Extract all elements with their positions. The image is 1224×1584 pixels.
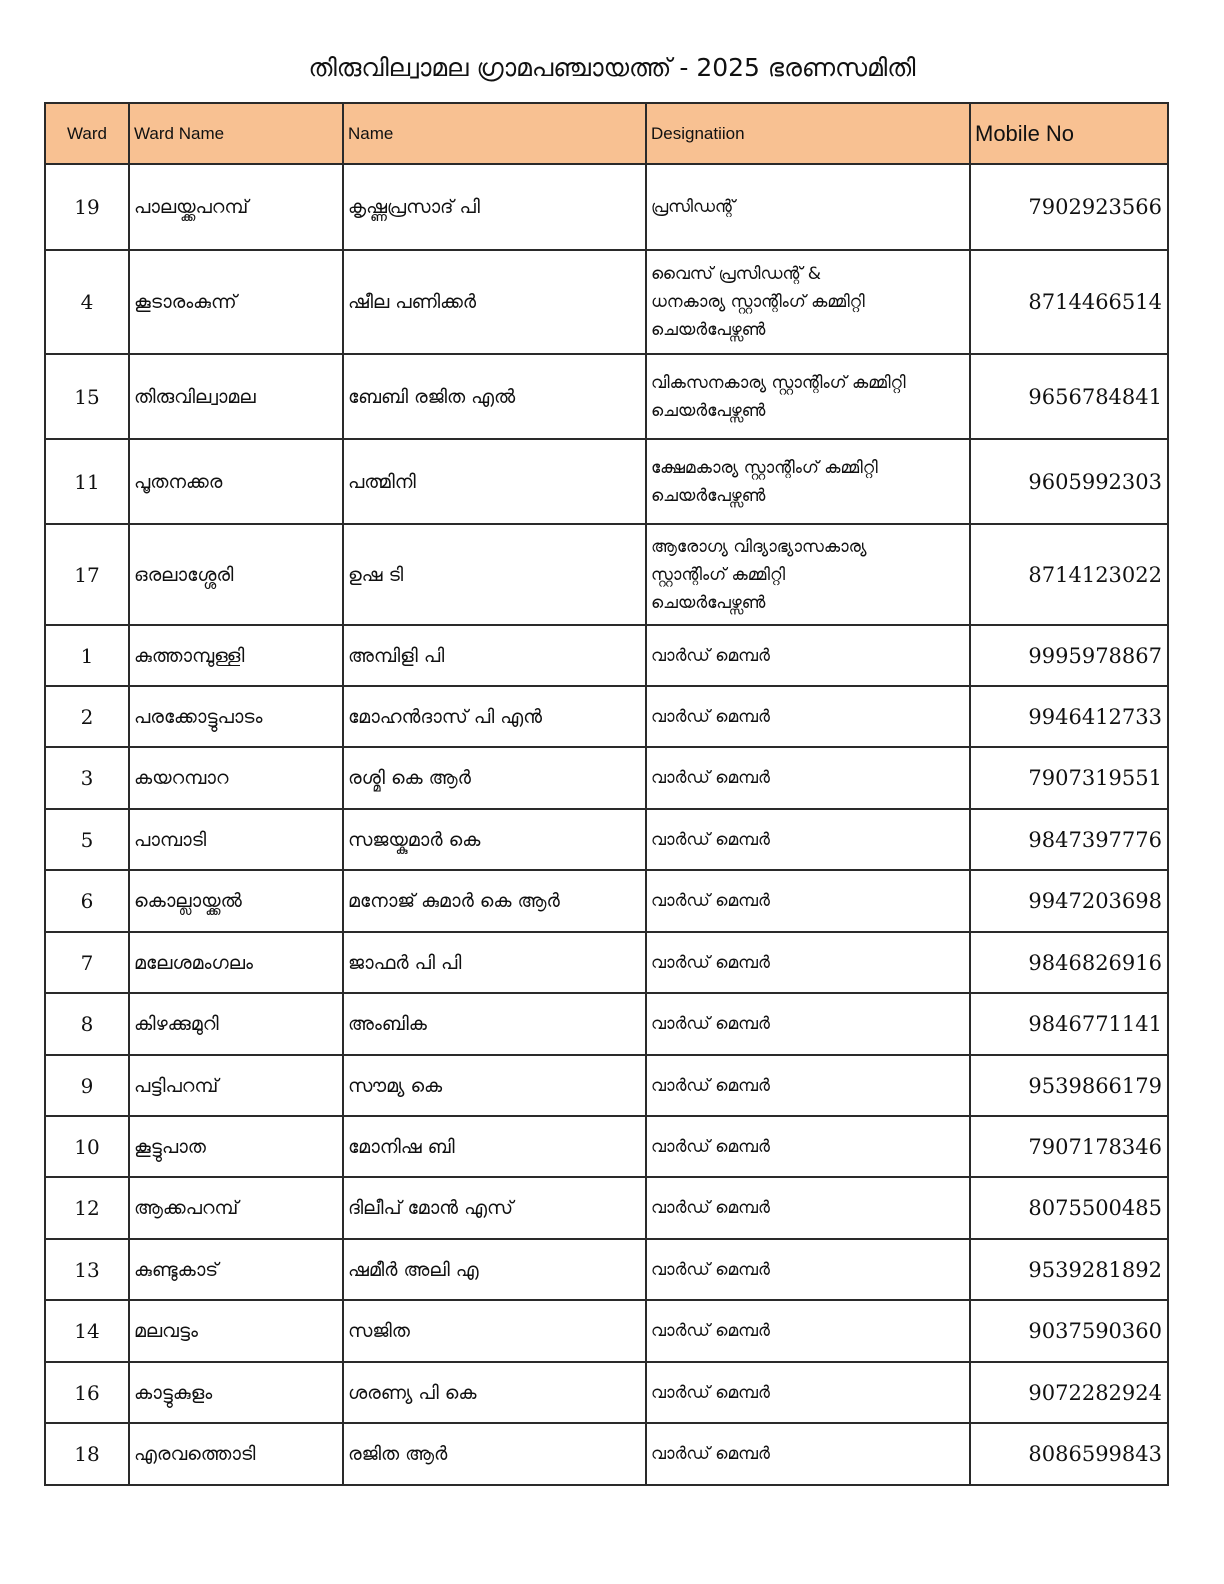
table-row	[45, 1362, 1168, 1423]
mobile-cell: 9605992303	[970, 439, 1168, 524]
table-row	[45, 932, 1168, 993]
mobile-cell: 9072282924	[970, 1362, 1168, 1423]
mobile-cell: 8714123022	[970, 524, 1168, 625]
ward-cell: 13	[45, 1239, 129, 1300]
member-name-cell: പത്മിനി	[343, 439, 646, 524]
designation-cell: വാർഡ് മെമ്പർ	[646, 993, 970, 1055]
mobile-cell: 8086599843	[970, 1423, 1168, 1485]
ward-name-cell: ആക്കപറമ്പ്	[129, 1177, 343, 1239]
designation-cell: വാർഡ് മെമ്പർ	[646, 1055, 970, 1116]
member-name-cell: രശ്മി കെ ആർ	[343, 747, 646, 809]
table-row	[45, 1423, 1168, 1485]
designation-cell: ആരോഗ്യ വിദ്യാഭ്യാസകാര്യ സ്റ്റാന്റിംഗ് കമ്മിറ്റി ചെയർപേഴ്സൺ	[646, 524, 970, 625]
member-name-cell: അംബിക	[343, 993, 646, 1055]
member-name-cell: ഷീല പണിക്കർ	[343, 250, 646, 354]
ward-name-cell: കൊല്ലായ്ക്കൽ	[129, 870, 343, 932]
member-name-cell: സജിത	[343, 1300, 646, 1362]
mobile-cell: 9539281892	[970, 1239, 1168, 1300]
ward-cell: 10	[45, 1116, 129, 1177]
ward-name-cell: കുത്താമ്പുള്ളി	[129, 625, 343, 686]
ward-name-cell: കൂടാരംകുന്ന്	[129, 250, 343, 354]
table-row	[45, 1055, 1168, 1116]
member-name-cell: മനോജ് കുമാർ കെ ആർ	[343, 870, 646, 932]
ward-cell: 9	[45, 1055, 129, 1116]
mobile-cell: 9946412733	[970, 686, 1168, 747]
member-name-cell: രജിത ആർ	[343, 1423, 646, 1485]
member-name-cell: ഷമീർ അലി എ	[343, 1239, 646, 1300]
designation-cell: വാർഡ് മെമ്പർ	[646, 1362, 970, 1423]
designation-cell: വാർഡ് മെമ്പർ	[646, 747, 970, 809]
member-name-cell: കൃഷ്ണപ്രസാദ് പി	[343, 164, 646, 250]
table-row	[45, 870, 1168, 932]
designation-cell: വാർഡ് മെമ്പർ	[646, 686, 970, 747]
header-ward: Ward	[45, 103, 129, 164]
mobile-cell: 8714466514	[970, 250, 1168, 354]
table-row	[45, 993, 1168, 1055]
ward-name-cell: കുണ്ടുകാട്	[129, 1239, 343, 1300]
table-row	[45, 747, 1168, 809]
designation-cell: വാർഡ് മെമ്പർ	[646, 809, 970, 870]
mobile-cell: 9846771141	[970, 993, 1168, 1055]
mobile-cell: 7907319551	[970, 747, 1168, 809]
ward-cell: 18	[45, 1423, 129, 1485]
header-designation: Designatiion	[646, 103, 970, 164]
ward-cell: 2	[45, 686, 129, 747]
ward-name-cell: മലേശമംഗലം	[129, 932, 343, 993]
mobile-cell: 9539866179	[970, 1055, 1168, 1116]
designation-cell: വൈസ് പ്രസിഡന്റ് & ധനകാര്യ സ്റ്റാന്റിംഗ് കമ്മിറ്റി ചെയർപേഴ്സൺ	[646, 250, 970, 354]
member-name-cell: സജയ്കുമാർ കെ	[343, 809, 646, 870]
ward-cell: 15	[45, 354, 129, 439]
member-name-cell: ബേബി രജിത എൽ	[343, 354, 646, 439]
table-row	[45, 686, 1168, 747]
ward-cell: 8	[45, 993, 129, 1055]
ward-cell: 11	[45, 439, 129, 524]
table-row	[45, 164, 1168, 250]
designation-cell: വാർഡ് മെമ്പർ	[646, 1300, 970, 1362]
table-row	[45, 439, 1168, 524]
ward-name-cell: കാട്ടുകുളം	[129, 1362, 343, 1423]
member-name-cell: അമ്പിളി പി	[343, 625, 646, 686]
designation-cell: വികസനകാര്യ സ്റ്റാന്റിംഗ് കമ്മിറ്റി ചെയർപേഴ്സൺ	[646, 354, 970, 439]
ward-name-cell: കിഴക്കുമുറി	[129, 993, 343, 1055]
ward-name-cell: പാലയ്ക്കപറമ്പ്	[129, 164, 343, 250]
ward-name-cell: കൂട്ടുപാത	[129, 1116, 343, 1177]
table-row	[45, 809, 1168, 870]
ward-name-cell: മലവട്ടം	[129, 1300, 343, 1362]
ward-name-cell: പരക്കോട്ടുപാടം	[129, 686, 343, 747]
designation-cell: ക്ഷേമകാര്യ സ്റ്റാന്റിംഗ് കമ്മിറ്റി ചെയർപേഴ്സൺ	[646, 439, 970, 524]
designation-cell: വാർഡ് മെമ്പർ	[646, 1177, 970, 1239]
table-row	[45, 354, 1168, 439]
member-name-cell: ദിലീപ് മോൻ എസ്	[343, 1177, 646, 1239]
ward-name-cell: പട്ടിപറമ്പ്	[129, 1055, 343, 1116]
ward-name-cell: തിരുവില്വാമല	[129, 354, 343, 439]
designation-cell: വാർഡ് മെമ്പർ	[646, 870, 970, 932]
ward-name-cell: ഒരലാശ്ശേരി	[129, 524, 343, 625]
table-row	[45, 625, 1168, 686]
member-name-cell: സൗമ്യ കെ	[343, 1055, 646, 1116]
member-name-cell: ജാഫർ പി പി	[343, 932, 646, 993]
member-name-cell: ഉഷ ടി	[343, 524, 646, 625]
mobile-cell: 9037590360	[970, 1300, 1168, 1362]
header-mobile: Mobile No	[970, 103, 1168, 164]
ward-cell: 7	[45, 932, 129, 993]
header-ward-name: Ward Name	[129, 103, 343, 164]
ward-cell: 19	[45, 164, 129, 250]
designation-cell: പ്രസിഡന്റ്	[646, 164, 970, 250]
designation-cell: വാർഡ് മെമ്പർ	[646, 1423, 970, 1485]
mobile-cell: 9656784841	[970, 354, 1168, 439]
designation-cell: വാർഡ് മെമ്പർ	[646, 1116, 970, 1177]
ward-cell: 5	[45, 809, 129, 870]
ward-name-cell: എരവത്തൊടി	[129, 1423, 343, 1485]
ward-name-cell: പൂതനക്കര	[129, 439, 343, 524]
council-members-table	[44, 102, 1169, 1486]
designation-cell: വാർഡ് മെമ്പർ	[646, 1239, 970, 1300]
mobile-cell: 8075500485	[970, 1177, 1168, 1239]
table-row	[45, 1300, 1168, 1362]
mobile-cell: 9995978867	[970, 625, 1168, 686]
table-row	[45, 250, 1168, 354]
ward-cell: 6	[45, 870, 129, 932]
mobile-cell: 7907178346	[970, 1116, 1168, 1177]
table-header-row	[45, 103, 1168, 164]
designation-cell: വാർഡ് മെമ്പർ	[646, 932, 970, 993]
table-row	[45, 1177, 1168, 1239]
designation-cell: വാർഡ് മെമ്പർ	[646, 625, 970, 686]
ward-name-cell: കയറമ്പാറ	[129, 747, 343, 809]
member-name-cell: മോനിഷ ബി	[343, 1116, 646, 1177]
table-row	[45, 1116, 1168, 1177]
ward-cell: 17	[45, 524, 129, 625]
ward-cell: 1	[45, 625, 129, 686]
mobile-cell: 7902923566	[970, 164, 1168, 250]
ward-cell: 16	[45, 1362, 129, 1423]
mobile-cell: 9847397776	[970, 809, 1168, 870]
table-row	[45, 524, 1168, 625]
page-title: തിരുവില്വാമല ഗ്രാമപഞ്ചായത്ത് - 2025 ഭരണസമിതി	[308, 53, 916, 82]
header-name: Name	[343, 103, 646, 164]
member-name-cell: ശരണ്യ പി കെ	[343, 1362, 646, 1423]
table-row	[45, 1239, 1168, 1300]
member-name-cell: മോഹൻദാസ് പി എൻ	[343, 686, 646, 747]
ward-cell: 12	[45, 1177, 129, 1239]
ward-name-cell: പാമ്പാടി	[129, 809, 343, 870]
ward-cell: 4	[45, 250, 129, 354]
mobile-cell: 9846826916	[970, 932, 1168, 993]
mobile-cell: 9947203698	[970, 870, 1168, 932]
ward-cell: 14	[45, 1300, 129, 1362]
table-body	[45, 164, 1168, 1485]
ward-cell: 3	[45, 747, 129, 809]
